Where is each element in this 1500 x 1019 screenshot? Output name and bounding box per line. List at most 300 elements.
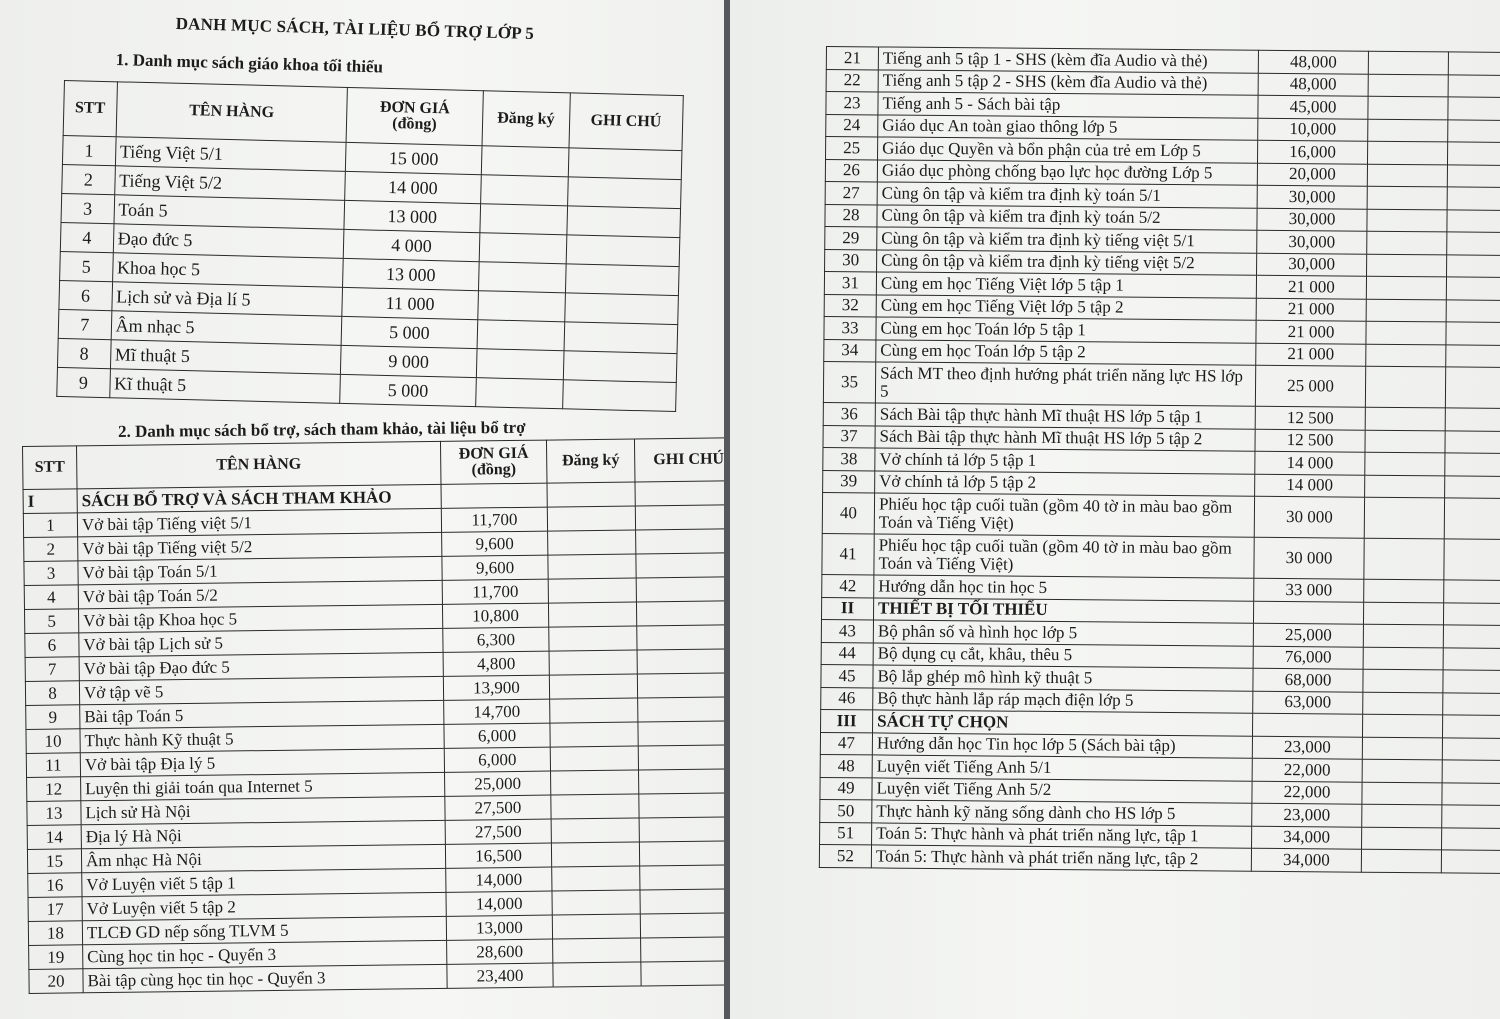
row-name: Bộ dụng cụ cắt, khâu, thêu 5 xyxy=(873,642,1253,668)
row-stt: 27 xyxy=(825,181,877,204)
row-note xyxy=(568,148,682,180)
group-stt: II xyxy=(821,597,873,620)
row-register xyxy=(1362,737,1442,760)
textbook-table-body xyxy=(57,135,682,411)
row-name: Vở bài tập Khoa học 5 xyxy=(78,604,442,632)
row-stt: 46 xyxy=(821,687,873,710)
row-note xyxy=(1447,164,1500,187)
row-note xyxy=(1448,74,1500,97)
row-note xyxy=(565,264,679,296)
row-note xyxy=(636,553,724,578)
row-name: Bộ thực hành lắp ráp mạch điện lớp 5 xyxy=(873,687,1253,713)
row-name: Mĩ thuật 5 xyxy=(110,340,341,375)
row-note xyxy=(637,625,724,650)
row-stt: 4 xyxy=(60,222,113,252)
row-stt: 25 xyxy=(826,137,878,160)
row-note xyxy=(1442,782,1500,805)
row-register xyxy=(1367,186,1447,209)
row-name: Sách MT theo định hướng phát triển năng lực HS lớp 5 xyxy=(875,362,1255,406)
row-name: Vở bài tập Tiếng việt 5/2 xyxy=(78,532,442,560)
row-register xyxy=(1367,141,1447,164)
row-price: 30 000 xyxy=(1254,537,1364,579)
table-row xyxy=(822,533,1500,580)
header-price-label: ĐƠN GIÁ xyxy=(379,98,450,118)
row-note xyxy=(1445,430,1500,453)
row-register xyxy=(550,698,638,723)
row-stt: 1 xyxy=(23,513,77,538)
row-name: Lịch sử và Địa lí 5 xyxy=(111,282,342,317)
row-price: 9,600 xyxy=(442,555,548,580)
row-note xyxy=(564,322,678,354)
row-register xyxy=(548,554,636,579)
row-stt: 16 xyxy=(28,873,82,898)
row-name: Vở bài tập Toán 5/1 xyxy=(78,556,442,584)
row-name: Cùng ôn tập và kiểm tra định kỳ toán 5/2 xyxy=(877,204,1257,230)
row-register xyxy=(1368,96,1448,119)
row-register xyxy=(1368,51,1448,74)
group-stt: I xyxy=(23,489,77,514)
row-note xyxy=(1443,647,1500,670)
row-register xyxy=(552,866,640,891)
row-price: 34,000 xyxy=(1252,826,1362,849)
row-name: Cùng em học Tiếng Việt lớp 5 tập 2 xyxy=(876,294,1256,320)
row-name: Toán 5: Thực hành và phát triển năng lực, tập 1 xyxy=(872,822,1252,848)
row-price: 13 000 xyxy=(344,200,480,232)
row-price: 6,000 xyxy=(444,723,550,748)
row-name: Khoa học 5 xyxy=(112,253,343,288)
row-note xyxy=(639,841,724,866)
row-stt: 17 xyxy=(28,897,82,922)
group-stt: III xyxy=(821,709,873,732)
row-register xyxy=(1367,164,1447,187)
row-note xyxy=(1446,299,1500,322)
row-note xyxy=(638,697,724,722)
row-note xyxy=(639,817,724,842)
row-register xyxy=(551,818,639,843)
row-note xyxy=(1446,322,1500,345)
row-register xyxy=(1368,119,1448,142)
row-name: Cùng em học Toán lớp 5 tập 2 xyxy=(876,339,1256,365)
row-name: Hướng dẫn học tin học 5 xyxy=(874,575,1254,601)
header-stt: STT xyxy=(63,81,117,137)
row-price: 10,800 xyxy=(442,603,548,628)
row-name: Vở bài tập Tiếng việt 5/1 xyxy=(77,508,441,536)
row-price: 23,400 xyxy=(447,963,553,988)
row-stt: 51 xyxy=(820,822,872,845)
row-register xyxy=(552,914,640,939)
row-stt: 12 xyxy=(27,777,81,802)
row-price: 30 000 xyxy=(1254,496,1364,538)
row-name: Kĩ thuật 5 xyxy=(109,369,340,404)
row-stt: 44 xyxy=(821,642,873,665)
header-note: GHI CHÚ xyxy=(634,438,724,482)
row-stt: 33 xyxy=(824,316,876,339)
row-name: Âm nhạc 5 xyxy=(111,311,342,346)
row-name: Luyện viết Tiếng Anh 5/1 xyxy=(872,755,1252,781)
row-price: 13,900 xyxy=(443,675,549,700)
row-price: 21 000 xyxy=(1256,275,1366,298)
row-name: Cùng em học Toán lớp 5 tập 1 xyxy=(876,317,1256,343)
row-note xyxy=(567,177,681,209)
row-price: 20,000 xyxy=(1257,163,1367,186)
row-price: 33 000 xyxy=(1254,578,1364,601)
row-register xyxy=(551,794,639,819)
row-stt: 6 xyxy=(25,633,79,658)
row-register xyxy=(548,602,636,627)
row-note xyxy=(564,293,678,325)
row-name: Giáo dục An toàn giao thông lớp 5 xyxy=(878,114,1258,140)
row-price: 9,600 xyxy=(442,531,548,556)
row-price: 14 000 xyxy=(345,171,481,203)
row-name: Tiếng anh 5 - Sách bài tập xyxy=(878,92,1258,118)
row-price: 14 000 xyxy=(1255,474,1365,497)
row-price: 22,000 xyxy=(1252,758,1362,781)
row-note xyxy=(640,865,724,890)
row-note xyxy=(1445,408,1500,431)
row-name: TLCĐ GD nếp sống TLVM 5 xyxy=(82,916,446,944)
row-price: 27,500 xyxy=(445,819,551,844)
row-note xyxy=(1443,692,1500,715)
row-stt: 8 xyxy=(57,338,110,368)
row-name: Vở chính tả lớp 5 tập 2 xyxy=(875,470,1255,496)
row-name: Hướng dẫn học Tin học lớp 5 (Sách bài tập) xyxy=(872,732,1252,758)
row-stt: 20 xyxy=(29,969,83,994)
row-stt: 4 xyxy=(24,585,78,610)
row-register xyxy=(1362,782,1442,805)
row-note xyxy=(636,601,724,626)
row-stt: 13 xyxy=(27,801,81,826)
row-name: Vở bài tập Đạo đức 5 xyxy=(79,652,443,680)
row-register xyxy=(477,320,565,351)
right-page xyxy=(730,0,1500,1019)
row-stt: 5 xyxy=(24,609,78,634)
row-price: 27,500 xyxy=(445,795,551,820)
row-note xyxy=(562,380,676,412)
row-price: 14,000 xyxy=(446,867,552,892)
row-register xyxy=(1366,344,1446,367)
row-price: 28,600 xyxy=(447,939,553,964)
header-price-label: ĐƠN GIÁ xyxy=(458,444,529,463)
header-name: TÊN HÀNG xyxy=(77,441,441,488)
row-price: 11,700 xyxy=(441,507,547,532)
row-note xyxy=(1442,805,1500,828)
row-note xyxy=(1443,625,1500,648)
supplementary-table xyxy=(22,437,724,994)
row-note xyxy=(637,649,724,674)
row-price: 68,000 xyxy=(1253,668,1363,691)
row-stt: 41 xyxy=(822,533,874,574)
row-note xyxy=(1445,453,1500,476)
row-register xyxy=(553,962,641,987)
row-name: Vở bài tập Toán 5/2 xyxy=(78,580,442,608)
row-register xyxy=(481,146,569,177)
row-name: Toán 5: Thực hành và phát triển năng lực, tập 2 xyxy=(871,845,1251,871)
row-name: Bộ lắp ghép mô hình kỹ thuật 5 xyxy=(873,665,1253,691)
row-name: Sách Bài tập thực hành Mĩ thuật HS lớp 5 tập 2 xyxy=(875,425,1255,451)
row-stt: 19 xyxy=(29,945,83,970)
row-price: 4 000 xyxy=(343,229,479,261)
row-stt: 9 xyxy=(26,705,80,730)
row-stt: 18 xyxy=(28,921,82,946)
row-name: Âm nhạc Hà Nội xyxy=(81,844,445,872)
row-note xyxy=(1447,254,1500,277)
row-stt: 1 xyxy=(62,135,115,165)
row-register xyxy=(1365,430,1445,453)
row-register xyxy=(1365,407,1445,430)
row-name: Bài tập cùng học tin học - Quyển 3 xyxy=(83,964,447,992)
row-note xyxy=(1444,539,1500,581)
row-price: 25 000 xyxy=(1255,365,1365,407)
row-note xyxy=(1448,119,1500,142)
row-register xyxy=(1367,209,1447,232)
row-register xyxy=(1361,849,1441,872)
row-price: 14,000 xyxy=(446,891,552,916)
row-note xyxy=(567,206,681,238)
row-register xyxy=(1367,254,1447,277)
row-stt: 45 xyxy=(821,664,873,687)
row-stt: 10 xyxy=(26,729,80,754)
row-price: 25,000 xyxy=(445,771,551,796)
row-stt: 26 xyxy=(825,159,877,182)
row-stt: 23 xyxy=(826,92,878,115)
row-stt: 32 xyxy=(824,294,876,317)
row-note xyxy=(1441,850,1500,873)
row-price: 12 500 xyxy=(1255,429,1365,452)
header-register: Đăng ký xyxy=(546,439,635,483)
row-note xyxy=(1442,827,1500,850)
row-note xyxy=(636,577,724,602)
document-title: DANH MỤC SÁCH, TÀI LIỆU BỔ TRỢ LỚP 5 xyxy=(175,14,535,44)
header-price-unit: (đồng) xyxy=(471,460,517,479)
row-name: Vở bài tập Địa lý 5 xyxy=(80,748,444,776)
row-price: 22,000 xyxy=(1252,781,1362,804)
row-register xyxy=(477,291,565,322)
row-name: Bài tập Toán 5 xyxy=(80,700,444,728)
row-note xyxy=(635,505,724,530)
textbook-table xyxy=(56,80,684,412)
row-note xyxy=(1447,142,1500,165)
row-price: 12 500 xyxy=(1255,406,1365,429)
row-note xyxy=(1445,367,1500,409)
row-price: 76,000 xyxy=(1253,646,1363,669)
group-name: SÁCH BỔ TRỢ VÀ SÁCH THAM KHẢO xyxy=(77,484,441,512)
row-register xyxy=(551,842,639,867)
row-note xyxy=(1448,52,1500,75)
row-register xyxy=(1364,579,1444,602)
row-price: 21 000 xyxy=(1256,320,1366,343)
row-note xyxy=(563,351,677,383)
row-name: Tiếng anh 5 tập 2 - SHS (kèm đĩa Audio và thẻ) xyxy=(878,69,1258,95)
row-note xyxy=(638,721,724,746)
row-stt: 14 xyxy=(27,825,81,850)
row-price: 14 000 xyxy=(1255,451,1365,474)
table-row xyxy=(822,492,1500,539)
row-note xyxy=(640,913,724,938)
row-register xyxy=(1366,276,1446,299)
row-note xyxy=(1448,97,1500,120)
row-register xyxy=(1368,74,1448,97)
row-price: 30,000 xyxy=(1257,208,1367,231)
row-register xyxy=(1365,452,1445,475)
row-register xyxy=(549,674,637,699)
row-register xyxy=(549,650,637,675)
row-stt: 52 xyxy=(819,844,871,867)
group-name: THIẾT BỊ TỐI THIỂU xyxy=(873,597,1253,623)
header-register: Đăng ký xyxy=(482,91,570,148)
row-name: Tiếng Việt 5/1 xyxy=(115,137,346,172)
row-register xyxy=(552,890,640,915)
row-register xyxy=(550,722,638,747)
row-register xyxy=(1364,497,1444,539)
row-stt: 37 xyxy=(823,425,875,448)
row-stt: 6 xyxy=(59,280,112,310)
row-note xyxy=(1447,187,1500,210)
row-note xyxy=(1442,760,1500,783)
row-name: Bộ phân số và hình học lớp 5 xyxy=(873,620,1253,646)
header-note: GHI CHÚ xyxy=(569,93,684,151)
row-stt: 39 xyxy=(823,470,875,493)
row-note xyxy=(640,889,724,914)
row-stt: 38 xyxy=(823,447,875,470)
row-register xyxy=(476,349,564,380)
row-stt: 3 xyxy=(24,561,78,586)
row-register xyxy=(553,938,641,963)
header-price-unit: (đồng) xyxy=(392,115,437,134)
left-page xyxy=(0,0,724,1019)
row-stt: 24 xyxy=(826,114,878,137)
row-name: Thực hành Kỹ thuật 5 xyxy=(80,724,444,752)
row-name: Giáo dục phòng chống bạo lực học đường Lớp 5 xyxy=(877,159,1257,185)
row-name: Sách Bài tập thực hành Mĩ thuật HS lớp 5 tập 1 xyxy=(875,403,1255,429)
row-register xyxy=(550,746,638,771)
row-price: 21 000 xyxy=(1256,298,1366,321)
row-note xyxy=(1443,670,1500,693)
row-price: 5 000 xyxy=(340,374,476,406)
row-name: Phiếu học tập cuối tuần (gồm 40 tờ in màu bao gồm Toán và Tiếng Việt) xyxy=(874,534,1254,578)
row-price: 6,300 xyxy=(443,627,549,652)
row-register xyxy=(548,578,636,603)
row-price: 16,000 xyxy=(1257,140,1367,163)
row-price: 23,000 xyxy=(1252,736,1362,759)
row-name: Vở Luyện viết 5 tập 1 xyxy=(82,868,446,896)
row-stt: 11 xyxy=(26,753,80,778)
row-price: 45,000 xyxy=(1258,95,1368,118)
supplementary-table-body xyxy=(23,505,724,994)
table-row xyxy=(823,361,1500,408)
row-stt: 48 xyxy=(820,754,872,777)
row-price: 25,000 xyxy=(1253,623,1363,646)
row-stt: 7 xyxy=(58,309,111,339)
row-register xyxy=(478,262,566,293)
row-name: Cùng ôn tập và kiểm tra định kỳ toán 5/1 xyxy=(877,182,1257,208)
header-price xyxy=(440,440,547,484)
row-price: 21 000 xyxy=(1256,343,1366,366)
row-stt: 2 xyxy=(62,164,115,194)
header-name: TÊN HÀNG xyxy=(116,82,348,143)
row-register xyxy=(547,506,635,531)
group-name: SÁCH TỰ CHỌN xyxy=(873,710,1253,736)
row-price: 9 000 xyxy=(341,345,477,377)
row-name: Cùng ôn tập và kiểm tra định kỳ tiếng việt 5/1 xyxy=(877,227,1257,253)
row-price: 6,000 xyxy=(444,747,550,772)
section1-heading: 1. Danh mục sách giáo khoa tối thiểu xyxy=(115,50,384,77)
row-note xyxy=(636,529,724,554)
row-register xyxy=(1366,321,1446,344)
row-price: 30,000 xyxy=(1257,185,1367,208)
row-register xyxy=(1365,475,1445,498)
row-price: 14,700 xyxy=(444,699,550,724)
row-register xyxy=(1363,669,1443,692)
row-stt: 9 xyxy=(57,367,110,397)
row-stt: 22 xyxy=(826,69,878,92)
row-name: Cùng em học Tiếng Việt lớp 5 tập 1 xyxy=(876,272,1256,298)
row-stt: 31 xyxy=(824,271,876,294)
row-register xyxy=(551,770,639,795)
row-register xyxy=(1367,231,1447,254)
row-register xyxy=(480,204,568,235)
row-stt: 40 xyxy=(822,492,874,533)
row-register xyxy=(548,530,636,555)
row-stt: 3 xyxy=(61,193,114,223)
row-note xyxy=(1445,475,1500,498)
row-price: 48,000 xyxy=(1258,73,1368,96)
row-price: 16,500 xyxy=(445,843,551,868)
row-register xyxy=(1363,624,1443,647)
row-price: 30,000 xyxy=(1257,253,1367,276)
header-stt: STT xyxy=(23,446,78,490)
row-price: 48,000 xyxy=(1258,50,1368,73)
row-name: Cùng học tin học - Quyển 3 xyxy=(83,940,447,968)
row-register xyxy=(549,626,637,651)
row-stt: 43 xyxy=(821,619,873,642)
row-price: 11 000 xyxy=(342,287,478,319)
section2-heading: 2. Danh mục sách bổ trợ, sách tham khảo, tài liệu bổ trợ xyxy=(118,417,526,441)
row-stt: 47 xyxy=(820,732,872,755)
row-note xyxy=(1447,232,1500,255)
row-price: 23,000 xyxy=(1252,803,1362,826)
row-note xyxy=(1444,498,1500,540)
row-name: Tiếng anh 5 tập 1 - SHS (kèm đĩa Audio và thẻ) xyxy=(878,47,1258,73)
row-name: Giáo dục Quyền và bổn phận của trẻ em Lớp 5 xyxy=(878,137,1258,163)
row-note xyxy=(638,745,724,770)
row-price: 30,000 xyxy=(1257,230,1367,253)
row-name: Tiếng Việt 5/2 xyxy=(114,166,345,201)
row-price: 34,000 xyxy=(1251,848,1361,871)
row-name: Vở bài tập Lịch sử 5 xyxy=(79,628,443,656)
row-note xyxy=(1447,209,1500,232)
row-note xyxy=(1444,580,1500,603)
row-stt: 30 xyxy=(825,249,877,272)
row-stt: 15 xyxy=(27,849,81,874)
row-price: 4,800 xyxy=(443,651,549,676)
row-name: Toán 5 xyxy=(114,195,345,230)
row-name: Luyện thi giải toán qua Internet 5 xyxy=(81,772,445,800)
row-name: Vở chính tả lớp 5 tập 1 xyxy=(875,448,1255,474)
row-stt: 7 xyxy=(25,657,79,682)
row-note xyxy=(641,961,724,986)
row-name: Cùng ôn tập và kiểm tra định kỳ tiếng việt 5/2 xyxy=(877,249,1257,275)
row-register xyxy=(480,175,568,206)
row-register xyxy=(1362,759,1442,782)
row-name: Vở tập vẽ 5 xyxy=(79,676,443,704)
row-price: 15 000 xyxy=(346,142,482,174)
row-name: Địa lý Hà Nội xyxy=(81,820,445,848)
row-register xyxy=(1362,827,1442,850)
row-stt: 34 xyxy=(824,339,876,362)
row-stt: 21 xyxy=(826,47,878,70)
row-note xyxy=(641,937,724,962)
row-price: 11,700 xyxy=(442,579,548,604)
